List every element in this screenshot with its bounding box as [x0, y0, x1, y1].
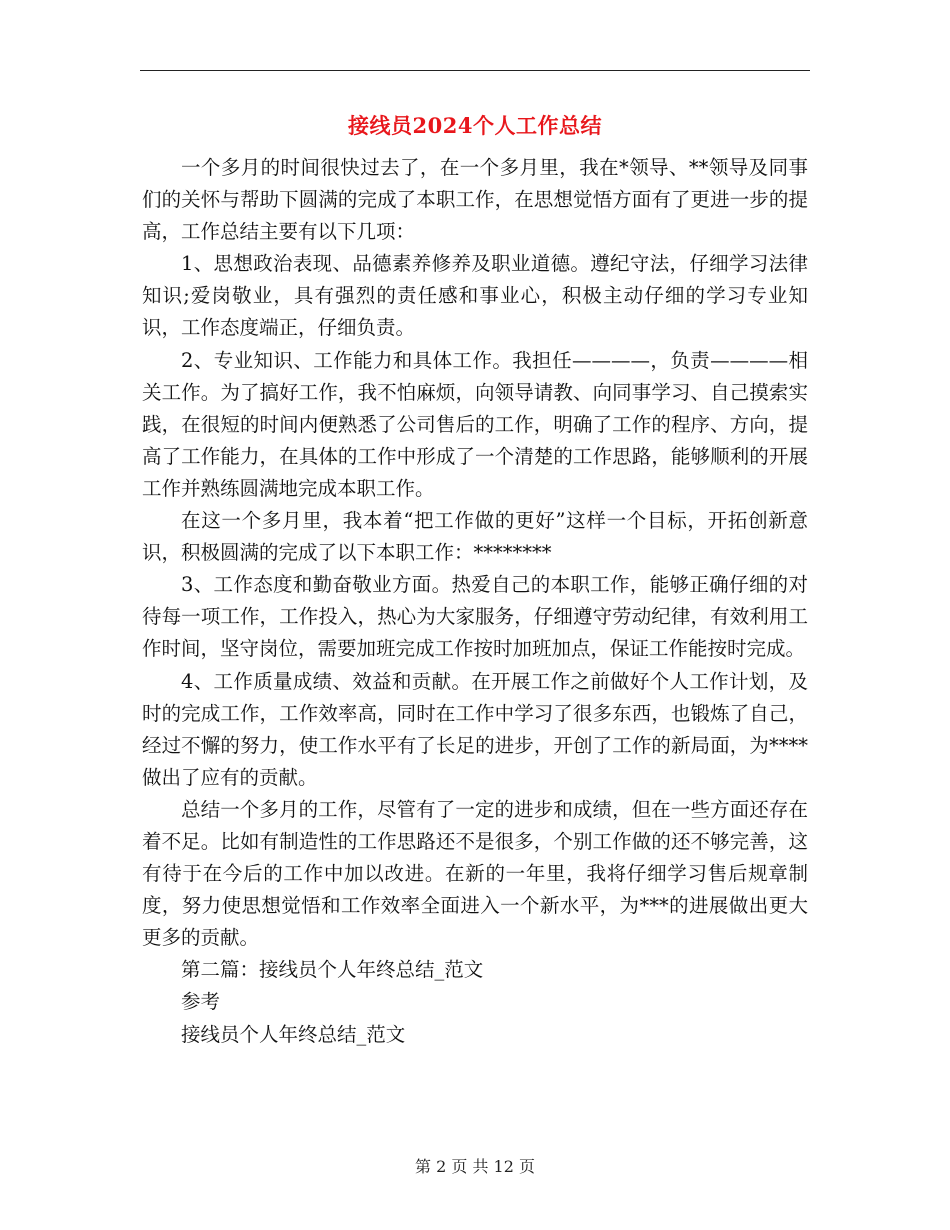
- paragraph-item-4: 4、工作质量成绩、效益和贡献。在开展工作之前做好个人工作计划，及时的完成工作，工作效率高，同时在工作中学习了很多东西，也锻炼了自己，经过不懈的努力，使工作水平有了长足的进步，开创了工作的新局面，为****做出了应有的贡献。: [142, 669, 808, 789]
- paragraph-item-1: 1、思想政治表现、品德素养修养及职业道德。遵纪守法，仔细学习法律知识;爱岗敬业，具有强烈的责任感和事业心，积极主动仔细的学习专业知识，工作态度端正，仔细负责。: [142, 252, 808, 340]
- paragraph-second-part-heading: 第二篇：接线员个人年终总结_范文: [181, 958, 484, 982]
- paragraph-intro: 一个多月的时间很快过去了，在一个多月里，我在*领导、**领导及同事们的关怀与帮助下圆满的完成了本职工作，在思想觉悟方面有了更进一步的提高，工作总结主要有以下几项：: [142, 156, 808, 244]
- paragraph-reference: 参考: [181, 990, 221, 1014]
- paragraph-sample-title: 接线员个人年终总结_范文: [181, 1022, 406, 1046]
- paragraph-duties: 在这一个多月里，我本着“把工作做的更好”这样一个目标，开拓创新意识，积极圆满的完成了以下本职工作：********: [142, 509, 808, 565]
- header-rule: [140, 70, 810, 71]
- paragraph-summary: 总结一个多月的工作，尽管有了一定的进步和成绩，但在一些方面还存在着不足。比如有制造性的工作思路还不是很多，个别工作做的还不够完善，这有待于在今后的工作中加以改进。在新的一年里，我将仔细学习售后规章制度，努力使思想觉悟和工作效率全面进入一个新水平，为***的进展做出更大更多的贡献。: [142, 797, 808, 950]
- document-body: [142, 152, 808, 1051]
- paragraph-item-2: 2、专业知识、工作能力和具体工作。我担任————，负责————相关工作。为了搞好工作，我不怕麻烦，向领导请教、向同事学习、自己摸索实践，在很短的时间内便熟悉了公司售后的工作，明确了工作的程序、方向，提高了工作能力，在具体的工作中形成了一个清楚的工作思路，能够顺利的开展工作并熟练圆满地完成本职工作。: [142, 348, 808, 500]
- page-number: 第 2 页 共 12 页: [415, 1157, 535, 1176]
- paragraph-item-3: 3、工作态度和勤奋敬业方面。热爱自己的本职工作，能够正确仔细的对待每一项工作，工作投入，热心为大家服务，仔细遵守劳动纪律，有效利用工作时间，坚守岗位，需要加班完成工作按时加班加点，保证工作能按时完成。: [142, 573, 808, 661]
- document-title: 接线员2024个人工作总结: [348, 113, 602, 138]
